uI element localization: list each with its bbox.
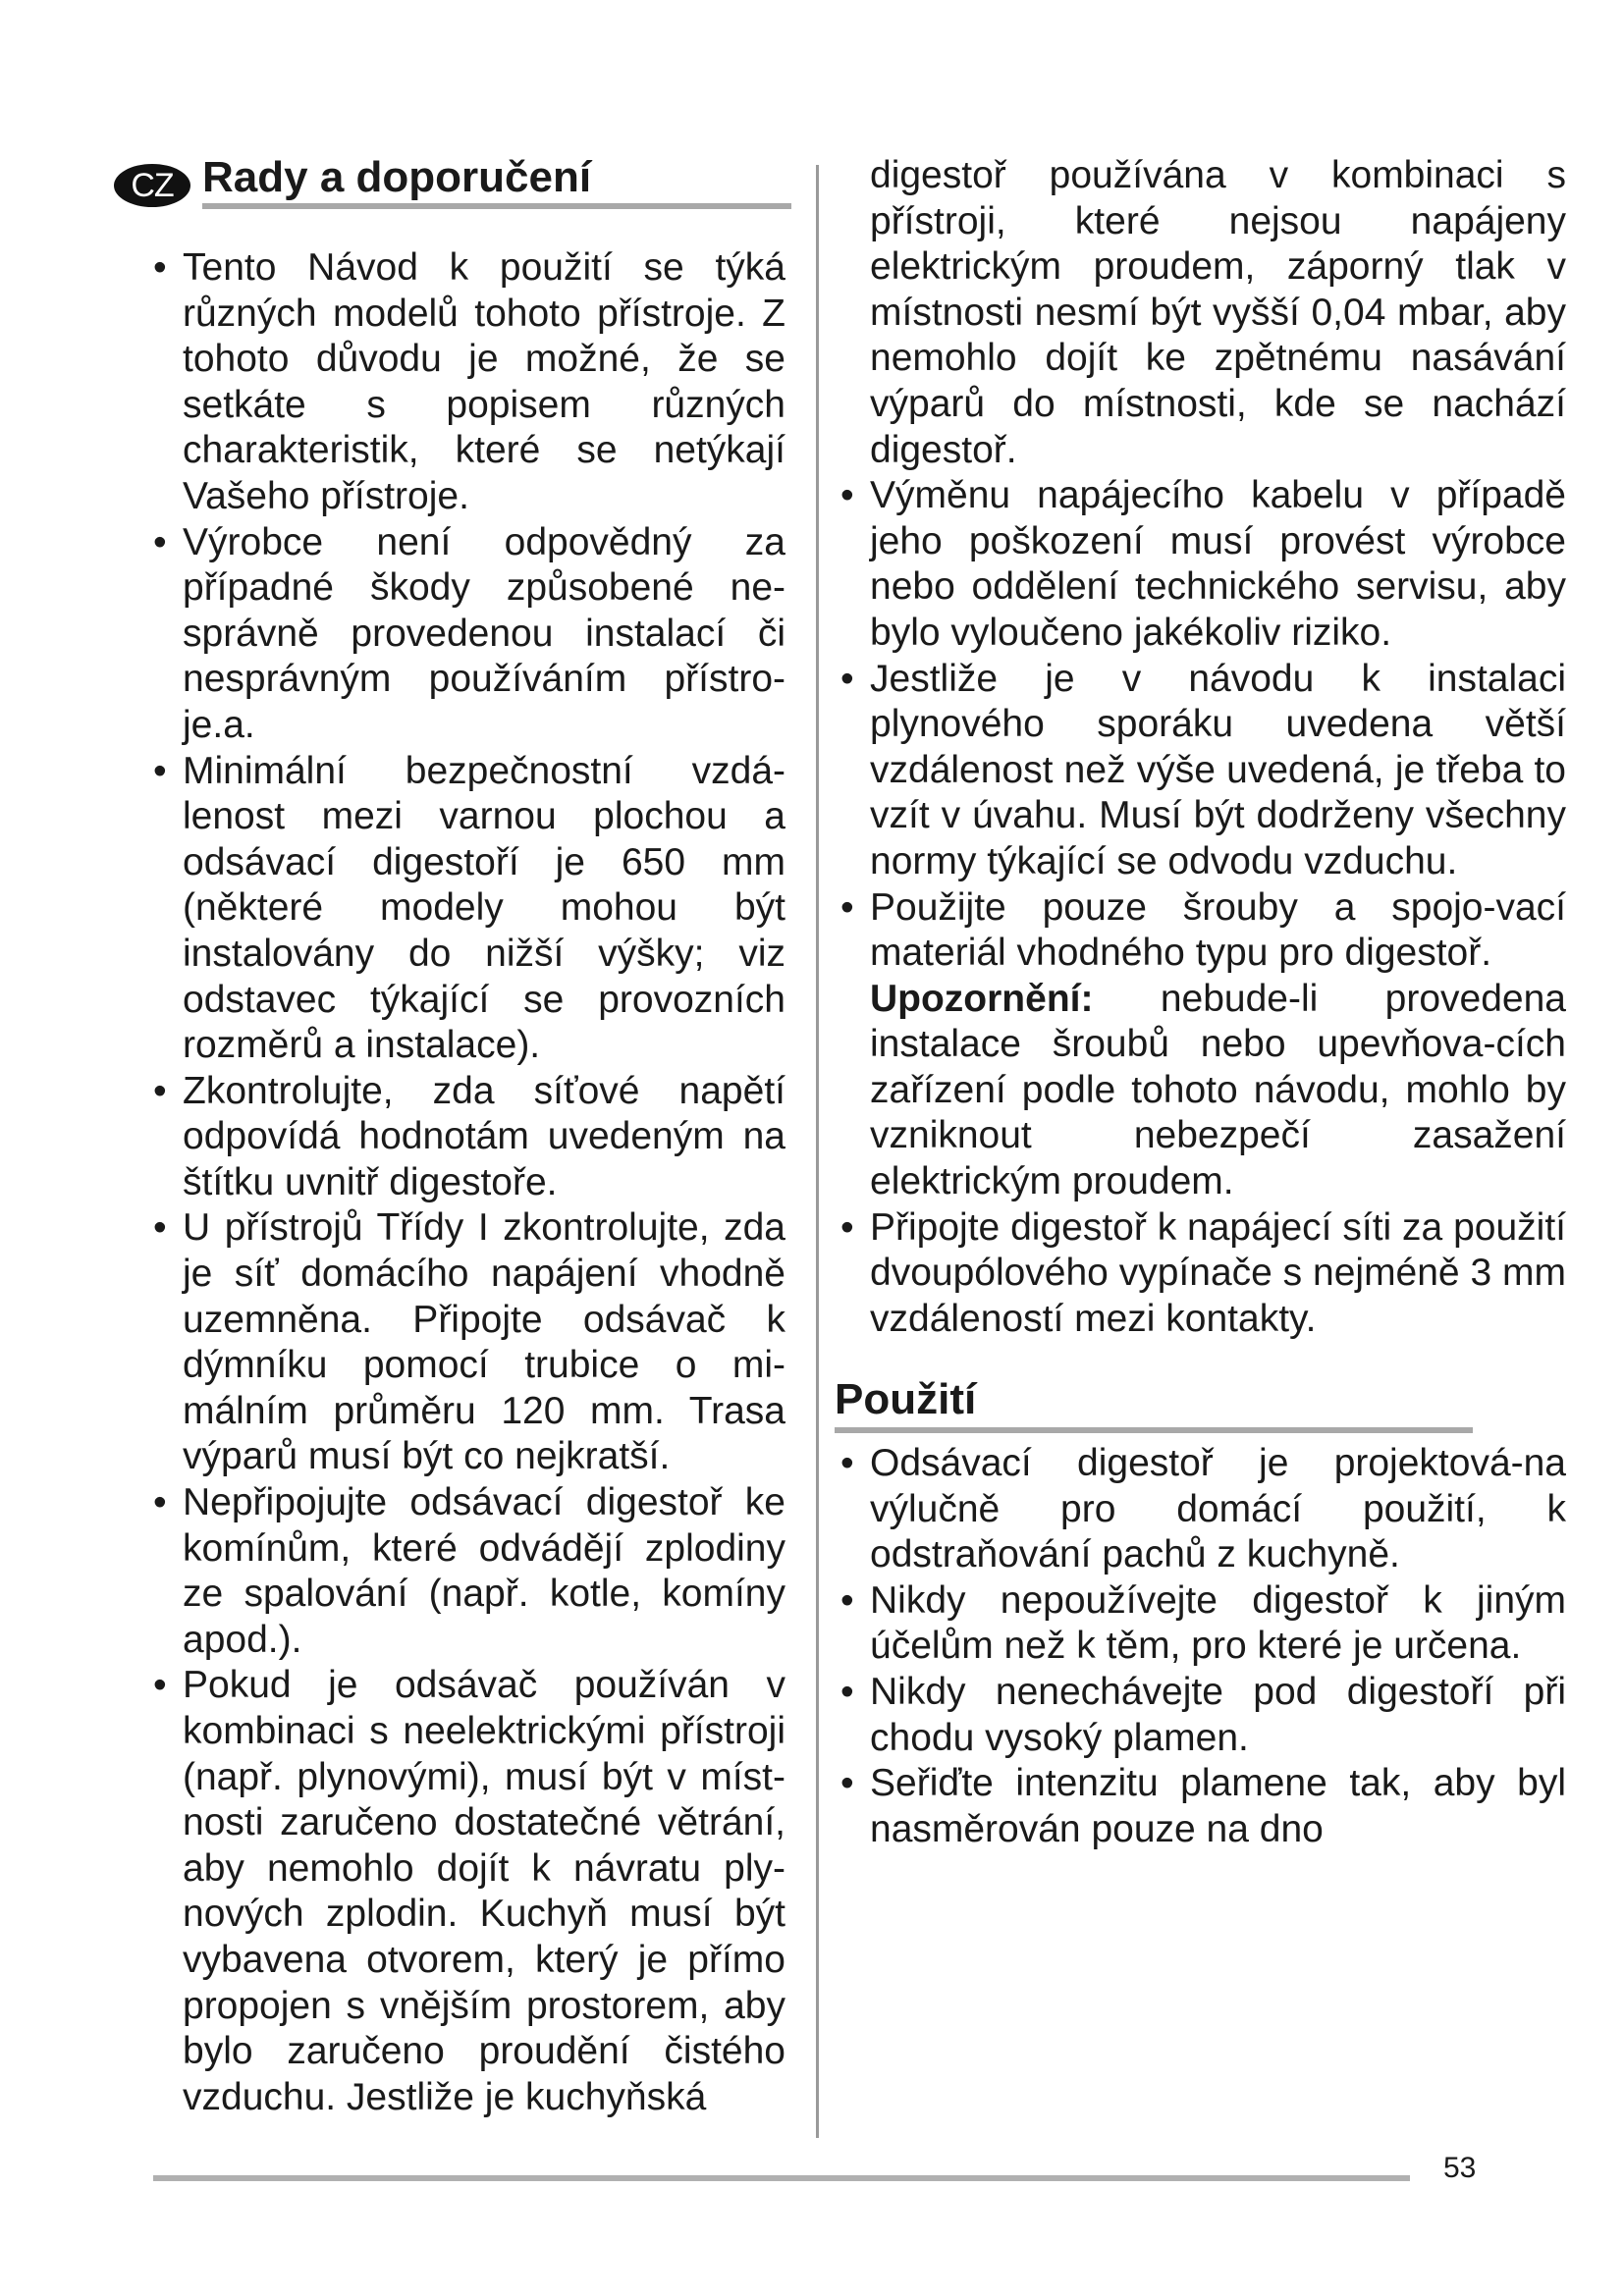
page-number: 53: [1443, 2152, 1477, 2184]
column-divider: [816, 165, 819, 2138]
list-item: • Odsávací digestoř je projektová-na výlučně pro domácí použití, k odstraňování pachů z kuchyně.: [835, 1441, 1566, 1578]
list-item: • Výměnu napájecího kabelu v případě jeho poškození musí provést výrobce nebo oddělení technického servisu, aby bylo vyloučeno jakékoliv riziko.: [835, 473, 1566, 656]
list-item: • Nikdy nepoužívejte digestoř k jiným účelům než k těm, pro které je určena.: [835, 1578, 1566, 1670]
list-item: • Použijte pouze šrouby a spojo-vací materiál vhodného typu pro digestoř.: [835, 885, 1566, 977]
left-column: [147, 245, 785, 2120]
list-item: • Jestliže je v návodu k instalaci plynového sporáku uvedena větší vzdálenost než výše uvedená, je třeba to vzít v úvahu. Musí být dodrženy všechny normy týkající se odvodu vzduchu.: [835, 657, 1566, 885]
list-item: • Nepřipojujte odsávací digestoř ke komínům, které odvádějí zplodiny ze spalování (např. kotle, komíny apod.).: [147, 1480, 785, 1663]
warning-label: Upozornění:: [870, 977, 1094, 1020]
list-item: • Připojte digestoř k napájecí síti za použití dvoupólového vypínače s nejméně 3 mm vzdáleností mezi kontakty.: [835, 1205, 1566, 1343]
list-item: • Zkontrolujte, zda síťové napětí odpovídá hodnotám uvedeným na štítku uvnitř digestoře.: [147, 1069, 785, 1206]
language-badge: CZ: [114, 164, 190, 207]
list-item: • Seřiďte intenzitu plamene tak, aby byl nasměrován pouze na dno: [835, 1761, 1566, 1852]
warning-paragraph: [835, 977, 1566, 1205]
section-underline: [835, 1427, 1473, 1433]
list-item: • Minimální bezpečnostní vzdá-lenost mezi varnou plochou a odsávací digestoří je 650 mm (některé modely mohou být instalovány do nižší výšky; viz odstavec týkající se provozních rozměrů a instalace).: [147, 749, 785, 1069]
list-item: • Tento Návod k použití se týká různých modelů tohoto přístroje. Z tohoto důvodu je možné, že se setkáte s popisem různých charakteristik, které se netýkají Vašeho přístroje.: [147, 245, 785, 520]
section-title-usage: Použití: [835, 1375, 977, 1424]
list-item: • Nikdy nenechávejte pod digestoří při chodu vysoký plamen.: [835, 1670, 1566, 1761]
warning-text: nebude-li provedena instalace šroubů nebo upevňova-cích zařízení podle tohoto návodu, mohlo by vzniknout nebezpečí zasažení elektrickým proudem.: [870, 977, 1566, 1203]
list-item: • U přístrojů Třídy I zkontrolujte, zda je síť domácího napájení vhodně uzemněna. Připojte odsávač k dýmníku pomocí trubice o mi-málním průměru 120 mm. Trasa výparů musí být co nejkratší.: [147, 1205, 785, 1480]
title-underline: [202, 203, 791, 209]
continuation-paragraph: digestoř používána v kombinaci s přístroji, které nejsou napájeny elektrickým proudem, záporný tlak v místnosti nesmí být vyšší 0,04 mbar, aby nemohlo dojít ke zpětnému nasávání výparů do místnosti, kde se nachází digestoř.: [870, 154, 1566, 471]
right-column: [835, 153, 1566, 1852]
list-item: • Výrobce není odpovědný za případné škody způsobené ne-správně provedenou instalací či nesprávným používáním přístro-je.a.: [147, 520, 785, 749]
footer-rule: [153, 2175, 1410, 2181]
list-item: • Pokud je odsávač používán v kombinaci s neelektrickými přístroji (např. plynovými), musí být v míst-nosti zaručeno dostatečné větrání, aby nemohlo dojít k návratu ply-nových zplodin. Kuchyň musí být vybavena otvorem, který je přímo propojen s vnějším prostorem, aby bylo zaručeno proudění čistého vzduchu. Jestliže je kuchyňská: [147, 1663, 785, 2120]
section-title-advice: Rady a doporučení: [202, 153, 592, 201]
